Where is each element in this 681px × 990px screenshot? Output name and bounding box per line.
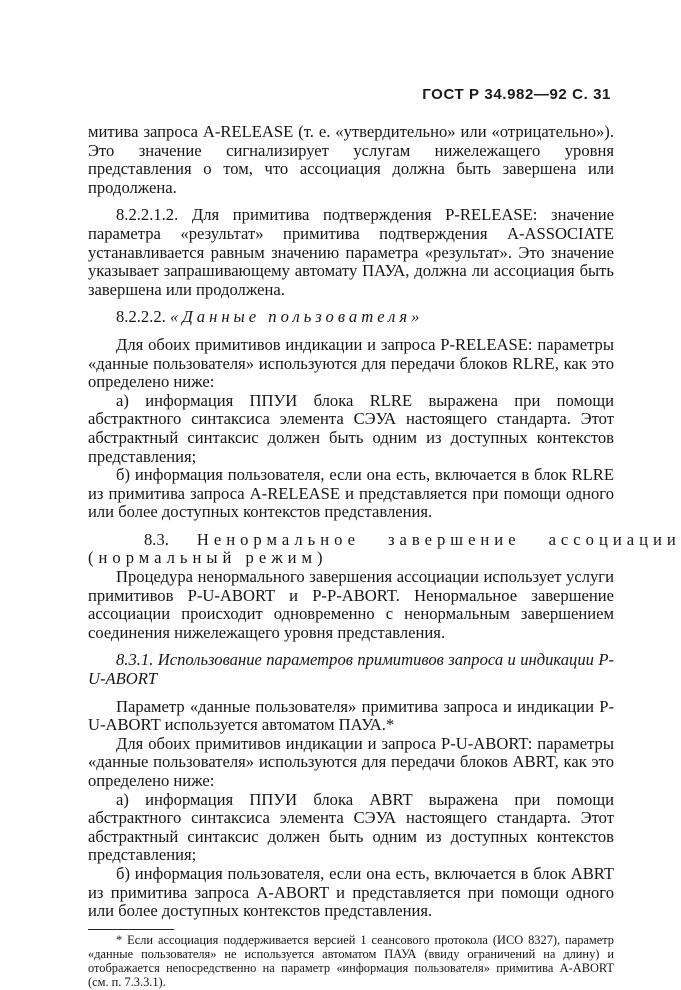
heading-8-3-word-1: Ненормальное (196, 529, 360, 549)
list-item-b-abrt: б) информация пользователя, если она есть, включается в блок ABRT из примитива запроса A-ABORT и представляется при помощи одного или более доступных контекстов представления. (88, 863, 614, 921)
paragraph-abnormal-release: Процедура ненормального завершения ассоциации использует услуги примитивов P-U-ABORT и P-P-ABORT. Ненормальное завершение ассоциации происходит одновременно с ненормальным завершением соединения нижележащего уровня представления. (88, 567, 614, 642)
heading-8-3-word-2: завершение (387, 529, 521, 549)
list-item-a: а) информация ППУИ блока RLRE выражена при помощи абстрактного синтаксиса элемента СЭУА настоящего стандарта. Этот абстрактный синтаксис должен быть одним из доступных контекстов представления; (88, 390, 614, 466)
paragraph-user-data-intro: Для обоих примитивов индикации и запроса P-RELEASE: параметры «данные пользователя» используются для передачи блоков RLRE, как это определено ниже: (88, 334, 614, 392)
paragraph-user-data-param: Параметр «данные пользователя» примитива запроса и индикации P-U-ABORT используется автоматом ПАУА.* (88, 696, 614, 735)
footnote (88, 933, 614, 990)
heading-title: «Данные пользователя» (169, 307, 424, 327)
footnote-divider (88, 929, 174, 930)
paragraph-8-2-2-1-2: 8.2.2.1.2. Для примитива подтверждения P-RELEASE: значение параметра «результат» примитива подтверждения A-ASSOCIATE устанавливается равным значению параметра «результат». Это значение указывает запрашивающему автомату ПАУА, должна ли ассоциация быть завершена или продолжена. (88, 205, 614, 299)
list-item-a-abrt: а) информация ППУИ блока ABRT выражена при помощи абстрактного синтаксиса элемента СЭУА настоящего стандарта. Этот абстрактный синтаксис должен быть одним из доступных контекстов представления; (88, 789, 614, 865)
paragraph-p-u-abort-intro: Для обоих примитивов индикации и запроса P-U-ABORT: параметры «данные пользователя» используются для передачи блоков ABRT, как это определено ниже: (88, 733, 614, 790)
list-item-b: б) информация пользователя, если она есть, включается в блок RLRE из примитива запроса A-RELEASE и представляется при помощи одного или более доступных контекстов представления. (88, 465, 614, 522)
heading-number: 8.2.2.2. (116, 307, 166, 327)
heading-8-3-number: 8.3. (144, 529, 169, 549)
footnote-text: * Если ассоциация поддерживается версией 1 сеансового протокола (ИСО 8327), параметр «данные пользователя» не используется автоматом ПАУА (ввиду ограничений на длину) и отображается непосредственно на параметр «информация пользователя» примитива A-ABORT (см. п. 7.3.3.1). (88, 932, 614, 990)
heading-8-3 (88, 529, 681, 568)
heading-8-2-2-2 (88, 308, 614, 327)
heading-8-3-line-2: (нормальный режим) (88, 548, 328, 568)
paragraph-continuation: митива запроса A-RELEASE (т. е. «утвердительно» или «отрицательно»). Это значение сигнализирует услугам нижележащего уровня представления о том, что ассоциация должна быть завершена или продолжена. (88, 122, 614, 197)
heading-8-3-1: 8.3.1. Использование параметров примитивов запроса и индикации P-U-ABORT (88, 650, 614, 689)
heading-8-3-word-3: ассоциации (548, 529, 681, 549)
running-header: ГОСТ Р 34.982—92 С. 31 (422, 86, 611, 103)
body-text (88, 122, 681, 990)
